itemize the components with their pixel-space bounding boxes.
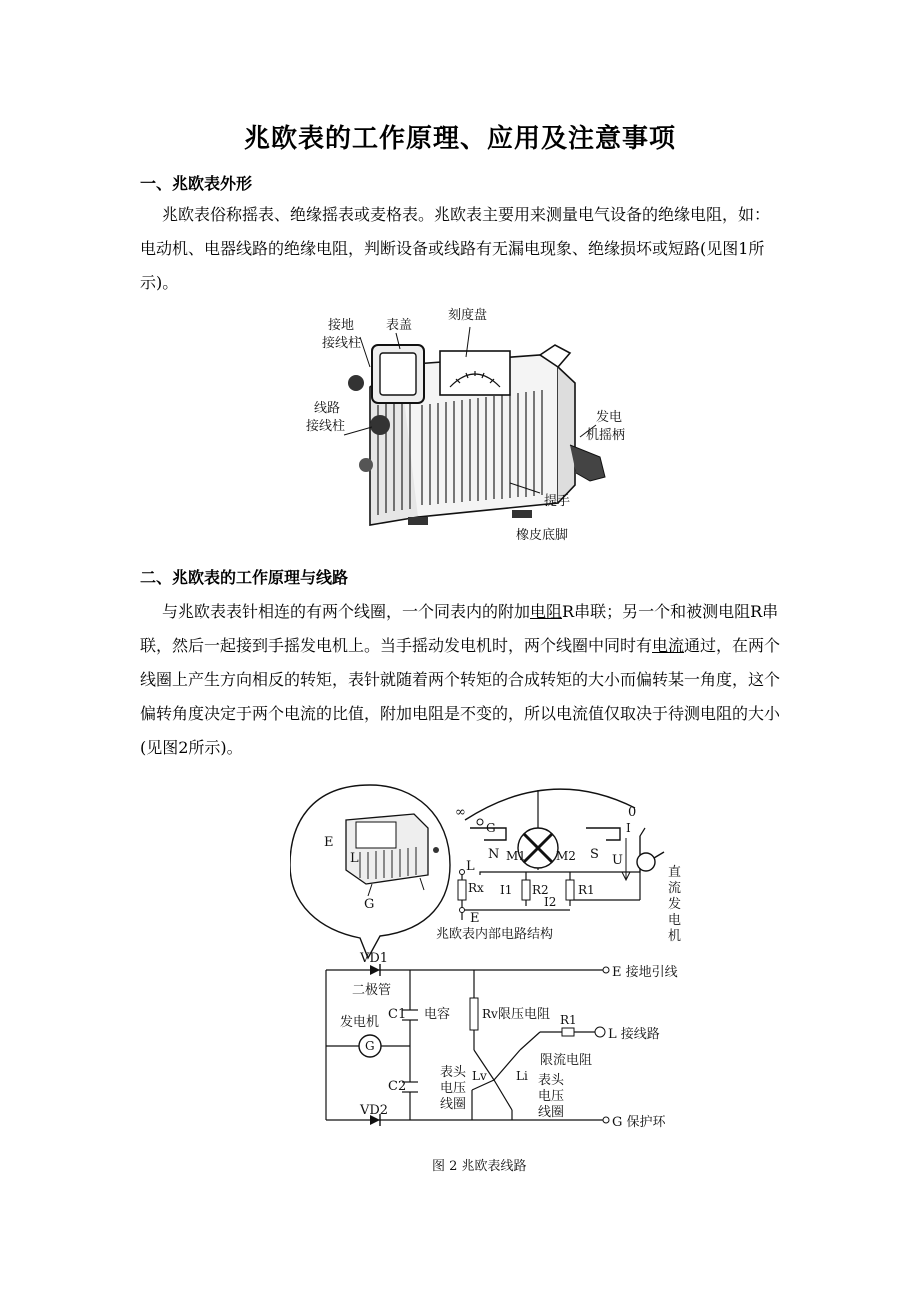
label-line-terminal-2: 接线柱 (306, 419, 346, 434)
label-vd1: VD1 (360, 951, 389, 966)
coil-m2: M2 (556, 849, 576, 863)
gen-label-4: 电 (668, 913, 682, 928)
label-handle: 提手 (544, 494, 571, 509)
diode-vd1-icon (370, 965, 380, 975)
section-heading-principle: 二、兆欧表的工作原理与线路 (140, 568, 349, 587)
gen-label-3: 发 (668, 897, 682, 912)
magnet-n: N (488, 847, 500, 862)
label-coil-v-1: 表头 (440, 1065, 467, 1080)
label-cover: 表盖 (386, 318, 413, 333)
internal-structure-caption: 兆欧表内部电路结构 (436, 927, 554, 942)
label-e-ground: E 接地引线 (612, 965, 678, 980)
label-diode: 二极管 (352, 983, 392, 998)
label-vd2: VD2 (360, 1103, 389, 1118)
label-r2: R2 (532, 883, 549, 897)
terminal-l-line[interactable] (595, 1027, 605, 1037)
link-current[interactable]: 电流 (652, 636, 685, 655)
label-i2: I2 (544, 895, 557, 909)
scale-infinity: ∞ (455, 805, 466, 820)
paragraph-text-1: 与兆欧表表针相连的有两个线圈，一个同表内的附加 (162, 602, 531, 621)
label-coil-i-2: 电压 (538, 1089, 565, 1104)
section-heading-appearance: 一、兆欧表外形 (140, 174, 253, 193)
label-rv: Rv (482, 1007, 498, 1021)
label-g-guard: G 保护环 (612, 1115, 666, 1130)
label-ground-terminal-1: 接地 (328, 318, 355, 333)
terminal-g-top: G (486, 821, 496, 835)
label-lv: Lv (472, 1069, 487, 1083)
terminal-l: L (466, 859, 475, 874)
label-coil-v-2: 电压 (440, 1081, 467, 1096)
label-i1: I1 (500, 883, 513, 897)
gen-label-2: 流 (668, 881, 682, 896)
section-paragraph-appearance (140, 198, 782, 300)
megohmmeter-illustration (300, 305, 630, 545)
gen-label-5: 机 (668, 929, 682, 944)
figure2-caption: 图 2 兆欧表线路 (432, 1159, 527, 1174)
bubble-label-l: L (350, 851, 359, 866)
paragraph-text-3: 通过，在两个线圈上产生方向相反的转矩，表针就随着两个转矩的合成转矩的大小而偏转某一角度，这个偏转角度决定于两个电流的比值，附加电阻是不变的，所以电流值仅取决于待测电阻的大小(见图2所示)。 (140, 636, 781, 757)
label-l-line: L 接线路 (608, 1027, 660, 1042)
circuit-diagram (290, 780, 710, 1180)
label-rx: Rx (468, 881, 484, 895)
label-c2: C2 (388, 1079, 407, 1094)
gen-label-1: 直 (668, 865, 682, 880)
terminal-e: E (470, 911, 480, 926)
label-capacitor: 电容 (424, 1007, 451, 1022)
label-coil-v-3: 线圈 (440, 1097, 467, 1112)
label-crank-1: 发电 (596, 410, 623, 425)
resistor-r1-bottom (562, 1028, 574, 1036)
terminal-g-guard[interactable] (603, 1117, 609, 1123)
terminal-e-ground[interactable] (603, 967, 609, 973)
svg-text:G: G (365, 1039, 375, 1053)
rubber-foot-icon (408, 517, 428, 525)
label-rv-desc: 限压电阻 (498, 1007, 551, 1022)
resistor-rv (470, 998, 478, 1030)
line-terminal-icon (370, 415, 390, 435)
label-i: I (626, 821, 631, 835)
label-rubber-feet: 橡皮底脚 (516, 528, 569, 543)
resistor-r2 (522, 880, 530, 900)
scale-zero: 0 (628, 805, 637, 820)
label-r1-bottom: R1 (560, 1013, 577, 1027)
resistor-r1 (566, 880, 574, 900)
section-paragraph-principle (140, 595, 782, 765)
label-r1-desc: 限流电阻 (540, 1053, 593, 1068)
coil-m1: M1 (506, 849, 526, 863)
label-u: U (612, 853, 623, 868)
label-coil-i-3: 线圈 (538, 1105, 565, 1120)
bubble-label-g: G (364, 897, 375, 912)
label-c1: C1 (388, 1007, 407, 1022)
label-line-terminal-1: 线路 (314, 401, 341, 416)
label-r1-top: R1 (578, 883, 595, 897)
paragraph-text-2: R串联；另一个和被测电阻R串联，然后一起接到手摇发电机上。当手摇动发电机时，两个线圈中同时有 (140, 602, 779, 655)
page-title: 兆欧表的工作原理、应用及注意事项 (243, 124, 676, 154)
ground-terminal-icon (348, 375, 364, 391)
magnet-s: S (590, 847, 599, 862)
paragraph-text: 兆欧表俗称摇表、绝缘摇表或麦格表。兆欧表主要用来测量电气设备的绝缘电阻，如：电动机、电器线路的绝缘电阻，判断设备或线路有无漏电现象、绝缘损坏或短路(见图1所示)。 (140, 205, 771, 292)
link-resistance[interactable]: 电阻 (530, 602, 563, 621)
label-crank-2: 机摇柄 (586, 428, 626, 443)
label-ground-terminal-2: 接线柱 (322, 336, 362, 351)
label-li: Li (516, 1069, 528, 1083)
resistor-rx (458, 880, 466, 900)
label-dial: 刻度盘 (448, 308, 488, 323)
label-generator: 发电机 (340, 1015, 380, 1030)
bubble-label-e: E (324, 835, 334, 850)
label-coil-i-1: 表头 (538, 1073, 565, 1088)
dc-generator-icon (637, 853, 655, 871)
